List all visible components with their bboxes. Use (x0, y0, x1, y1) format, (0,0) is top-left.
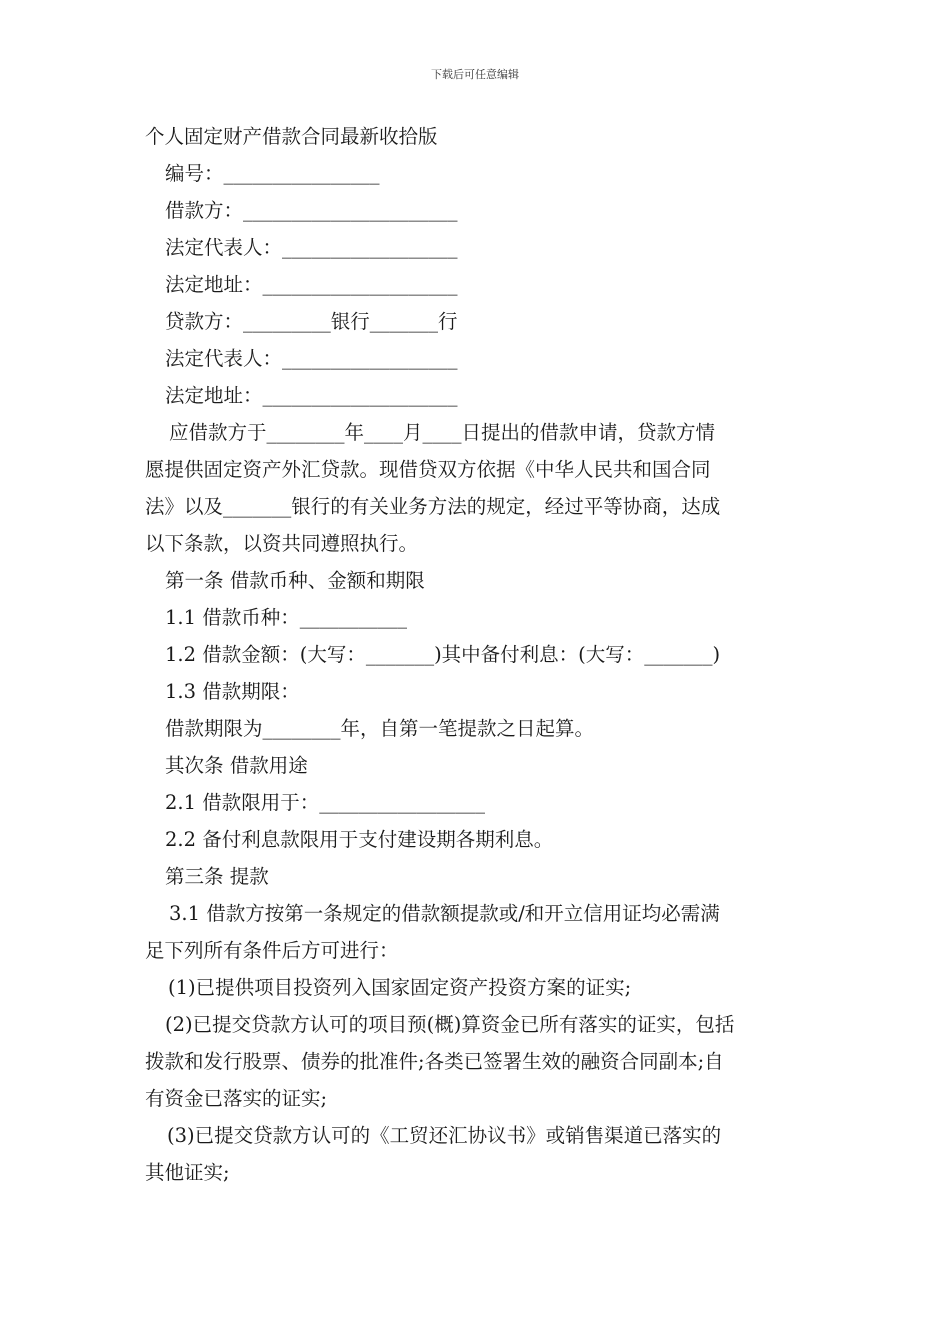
condition-3-line: 其他证实; (145, 1161, 230, 1184)
clause-1-2: 1.2 借款金额：(大写：_______)其中备付利息：(大写：_______) (165, 643, 721, 666)
condition-1: (1)已提供项目投资列入国家固定资产投资方案的证实; (168, 976, 632, 999)
clause-2-1: 2.1 借款限用于：_________________ (165, 791, 485, 814)
lender-legal-rep-field: 法定代表人：__________________ (165, 347, 458, 370)
condition-3-line: (3)已提交贷款方认可的《工贸还汇协议书》或销售渠道已落实的 (167, 1124, 722, 1147)
lender-field: 贷款方：_________银行_______行 (165, 310, 458, 333)
page-header: 下载后可任意编辑 (431, 68, 519, 81)
clause-3-1-line: 足下列所有条件后方可进行： (145, 939, 399, 962)
contract-number-field: 编号：________________ (165, 162, 380, 185)
borrower-legal-rep-field: 法定代表人：__________________ (165, 236, 458, 259)
condition-3 (145, 1117, 810, 1191)
condition-2-line: 有资金已落实的证实; (145, 1087, 328, 1110)
borrower-address-field: 法定地址：____________________ (165, 273, 458, 296)
condition-2-line: 拨款和发行股票、债券的批准件;各类已签署生效的融资合同副本;自 (145, 1050, 724, 1073)
intro-line: 愿提供固定资产外汇贷款。现借贷双方依据《中华人民共和国合同 (145, 458, 711, 481)
intro-paragraph (145, 414, 810, 562)
clause-3-1 (145, 895, 810, 969)
condition-2 (145, 1006, 810, 1117)
borrower-field: 借款方：______________________ (165, 199, 458, 222)
contract-document (145, 118, 810, 1191)
clause-2-2: 2.2 备付利息款限用于支付建设期各期利息。 (165, 828, 554, 851)
intro-line: 应借款方于________年____月____日提出的借款申请，贷款方情 (169, 421, 716, 444)
loan-term-text: 借款期限为________年，自第一笔提款之日起算。 (165, 717, 595, 740)
document-title: 个人固定财产借款合同最新收拾版 (145, 125, 438, 148)
section-2-heading: 其次条 借款用途 (165, 754, 308, 777)
condition-2-line: (2)已提交贷款方认可的项目预(概)算资金已所有落实的证实，包括 (165, 1013, 735, 1036)
section-1-heading: 第一条 借款币种、金额和期限 (165, 569, 425, 592)
intro-line: 以下条款，以资共同遵照执行。 (145, 532, 419, 555)
lender-address-field: 法定地址：____________________ (165, 384, 458, 407)
clause-1-1: 1.1 借款币种：___________ (165, 606, 407, 629)
section-3-heading: 第三条 提款 (165, 865, 269, 888)
clause-3-1-line: 3.1 借款方按第一条规定的借款额提款或/和开立信用证均必需满 (169, 902, 720, 925)
intro-line: 法》以及_______银行的有关业务方法的规定，经过平等协商，达成 (145, 495, 721, 518)
clause-1-3: 1.3 借款期限： (165, 680, 300, 703)
